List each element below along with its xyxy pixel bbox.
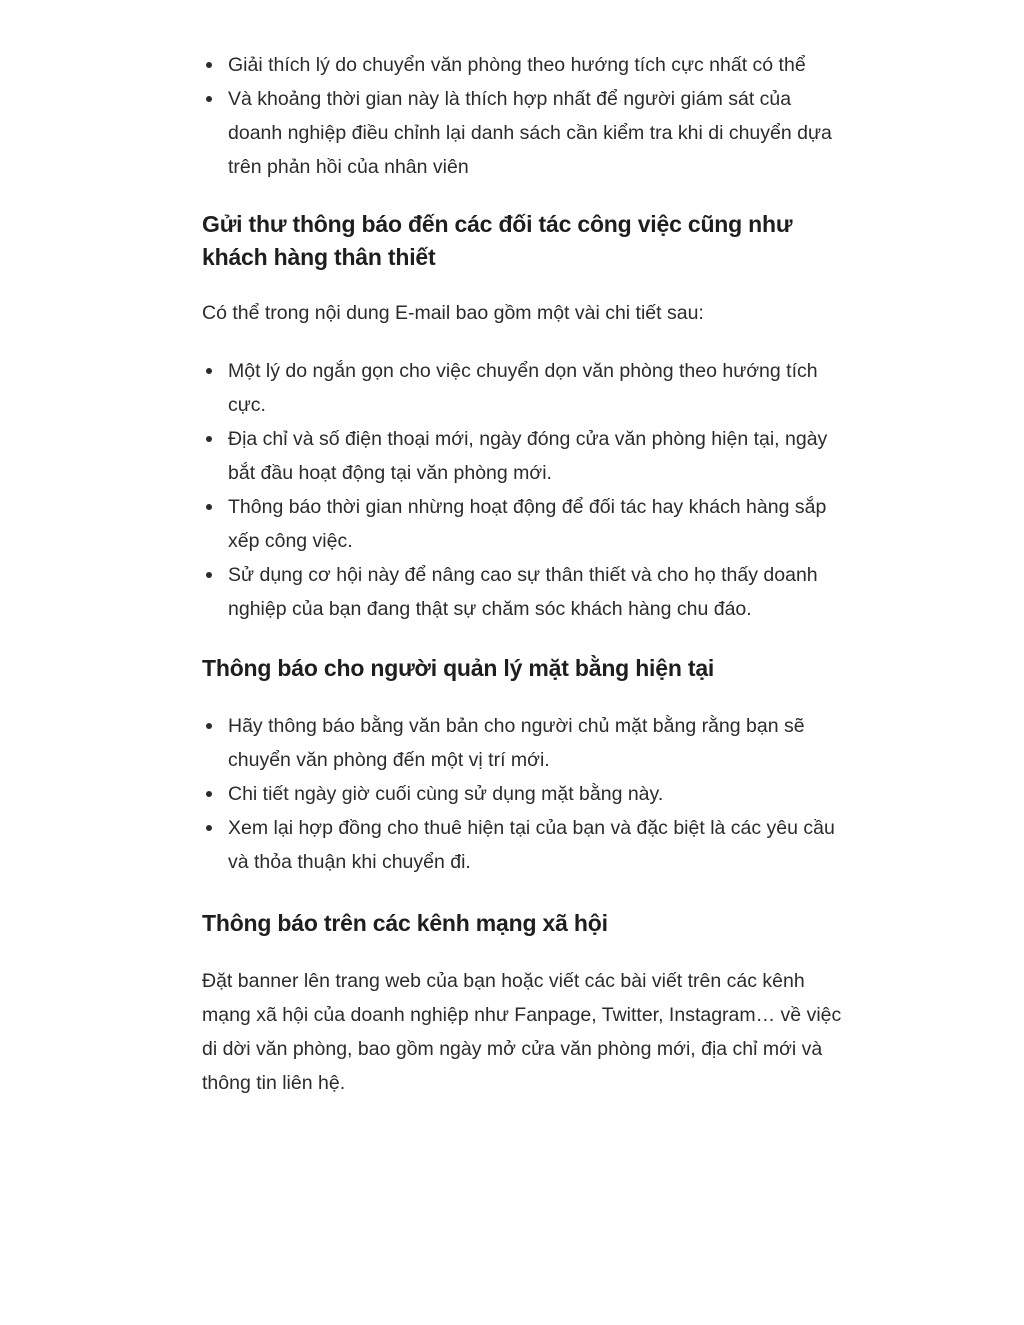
list-item: Địa chỉ và số điện thoại mới, ngày đóng cửa văn phòng hiện tại, ngày bắt đầu hoạt động tại văn phòng mới. <box>202 422 842 490</box>
heading-partners: Gửi thư thông báo đến các đối tác công việc cũng như khách hàng thân thiết <box>202 211 793 270</box>
paragraph-email-intro: Có thể trong nội dung E-mail bao gồm một vài chi tiết sau: <box>202 302 704 324</box>
list-item: Giải thích lý do chuyển văn phòng theo hướng tích cực nhất có thể <box>202 48 842 82</box>
list-item: Và khoảng thời gian này là thích hợp nhất để người giám sát của doanh nghiệp điều chỉnh lại danh sách cần kiểm tra khi di chuyển dựa trên phản hồi của nhân viên <box>202 82 842 184</box>
document-page <box>202 0 842 1100</box>
list-item: Một lý do ngắn gọn cho việc chuyển dọn văn phòng theo hướng tích cực. <box>202 354 842 422</box>
list-item: Sử dụng cơ hội này để nâng cao sự thân thiết và cho họ thấy doanh nghiệp của bạn đang thật sự chăm sóc khách hàng chu đáo. <box>202 558 842 626</box>
heading-manager: Thông báo cho người quản lý mặt bằng hiện tại <box>202 655 715 681</box>
partners-bullet-list <box>202 354 842 626</box>
list-item: Chi tiết ngày giờ cuối cùng sử dụng mặt bằng này. <box>202 777 842 811</box>
intro-bullet-list <box>202 0 842 184</box>
list-item: Xem lại hợp đồng cho thuê hiện tại của bạn và đặc biệt là các yêu cầu và thỏa thuận khi chuyển đi. <box>202 811 842 879</box>
list-item: Thông báo thời gian nhừng hoạt động để đối tác hay khách hàng sắp xếp công việc. <box>202 490 842 558</box>
manager-bullet-list <box>202 709 842 879</box>
paragraph-social: Đặt banner lên trang web của bạn hoặc viết các bài viết trên các kênh mạng xã hội của doanh nghiệp như Fanpage, Twitter, Instagram… về việc di dời văn phòng, bao gồm ngày mở cửa văn phòng mới, địa chỉ mới và thông tin liên hệ. <box>202 970 842 1094</box>
list-item: Hãy thông báo bằng văn bản cho người chủ mặt bằng rằng bạn sẽ chuyển văn phòng đến một vị trí mới. <box>202 709 842 777</box>
heading-social: Thông báo trên các kênh mạng xã hội <box>202 910 608 936</box>
